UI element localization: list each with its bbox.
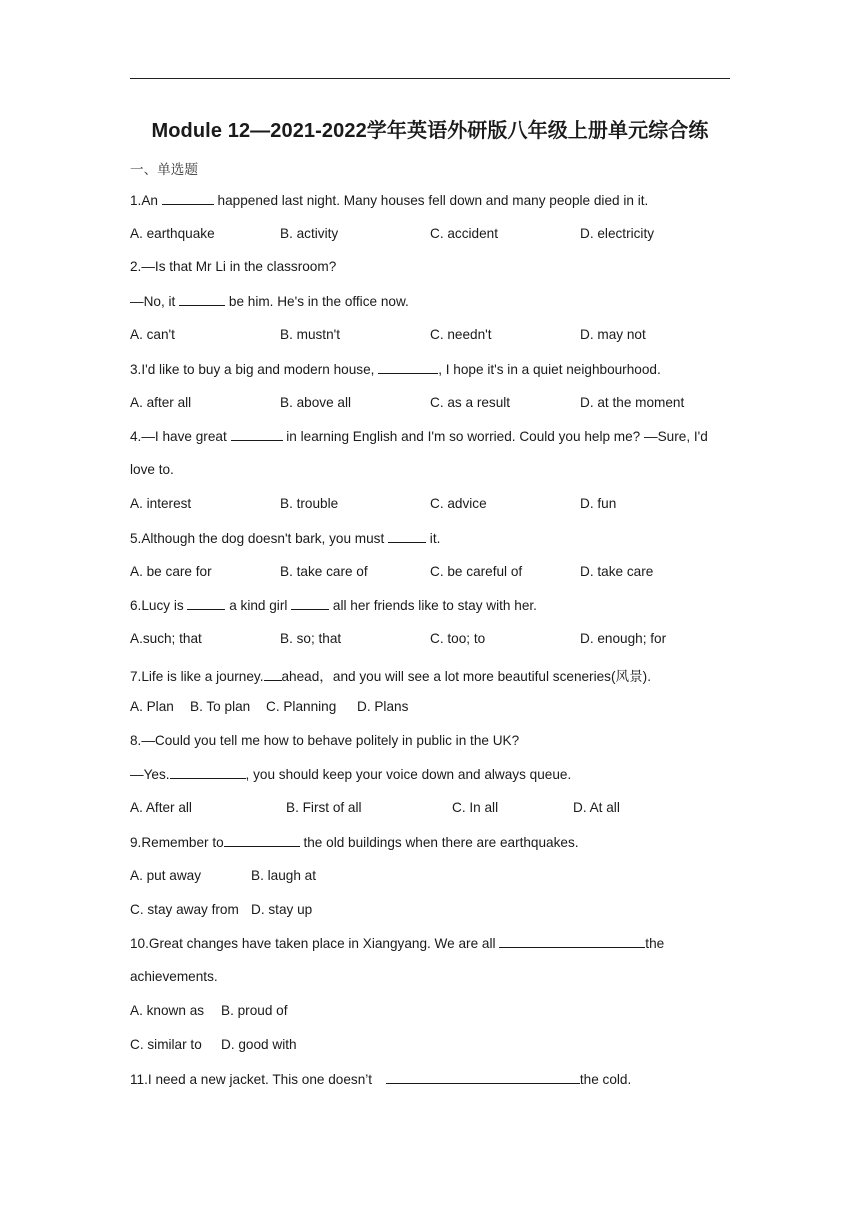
option-d: D. at the moment [580, 395, 685, 410]
question-6-stem: 6.Lucy is a kind girl all her friends like to stay with her. [130, 598, 537, 613]
option-b: B. To plan [190, 699, 251, 714]
option-a: A. Plan [130, 699, 174, 714]
option-a: A. after all [130, 395, 192, 410]
option-a: A. put away [130, 868, 202, 883]
option-b: B. mustn't [280, 327, 341, 342]
answer-blank [179, 293, 225, 306]
option-c: C. as a result [430, 395, 511, 410]
header-rule [130, 78, 730, 79]
question-9-stem: 9.Remember to the old buildings when there are earthquakes. [130, 835, 579, 850]
option-d: D. stay up [251, 902, 313, 917]
option-b: B. First of all [286, 800, 362, 815]
option-d: D. good with [221, 1037, 297, 1052]
question-7-stem: 7.Life is like a journey. ahead，and you will see a lot more beautiful sceneries(风景). [130, 669, 651, 684]
option-d: D. may not [580, 327, 646, 342]
question-4-stem-cont: love to. [130, 462, 174, 477]
option-a: A. can't [130, 327, 175, 342]
option-a: A. After all [130, 800, 192, 815]
option-c: C. Planning [266, 699, 337, 714]
answer-blank [231, 428, 283, 441]
section-heading: 一、单选题 [130, 162, 198, 178]
question-2-stem: 2.—Is that Mr Li in the classroom? [130, 259, 337, 274]
option-c: C. advice [430, 496, 487, 511]
option-d: D. At all [573, 800, 620, 815]
option-d: D. fun [580, 496, 617, 511]
option-b: B. trouble [280, 496, 339, 511]
question-3-stem: 3.I'd like to buy a big and modern house, , I hope it's in a quiet neighbourhood. [130, 362, 661, 377]
question-10-stem-cont: achievements. [130, 969, 218, 984]
option-b: B. above all [280, 395, 352, 410]
answer-blank [386, 1071, 580, 1084]
option-d: D. enough; for [580, 631, 667, 646]
option-b: B. activity [280, 226, 339, 241]
answer-blank [187, 597, 225, 610]
answer-blank [499, 935, 645, 948]
option-c: C. similar to [130, 1037, 202, 1052]
option-b: B. laugh at [251, 868, 316, 883]
option-a: A. earthquake [130, 226, 215, 241]
option-a: A. known as [130, 1003, 205, 1018]
answer-blank [162, 192, 214, 205]
option-d: D. Plans [357, 699, 409, 714]
option-d: D. take care [580, 564, 654, 579]
option-c: C. too; to [430, 631, 486, 646]
question-10-stem: 10.Great changes have taken place in Xiangyang. We are all the [130, 936, 665, 951]
option-c: C. accident [430, 226, 499, 241]
option-b: B. take care of [280, 564, 368, 579]
option-b: B. so; that [280, 631, 342, 646]
page-title: Module 12—2021-2022学年英语外研版八年级上册单元综合练 [151, 120, 709, 142]
option-b: B. proud of [221, 1003, 288, 1018]
option-c: C. In all [452, 800, 499, 815]
answer-blank [378, 361, 438, 374]
answer-blank [264, 668, 282, 681]
question-1-stem: 1.An happened last night. Many houses fell down and many people died in it. [130, 193, 649, 208]
answer-blank [170, 766, 246, 779]
question-4-stem: 4.—I have great in learning English and I'm so worried. Could you help me? —Sure, I'd [130, 429, 708, 444]
option-a: A. interest [130, 496, 192, 511]
question-8-stem: 8.—Could you tell me how to behave politely in public in the UK? [130, 733, 520, 748]
question-2-reply: —No, it be him. He's in the office now. [130, 294, 409, 309]
question-5-stem: 5.Although the dog doesn't bark, you must it. [130, 531, 441, 546]
answer-blank [388, 530, 426, 543]
option-c: C. needn't [430, 327, 492, 342]
option-a: A.such; that [130, 631, 202, 646]
option-c: C. be careful of [430, 564, 523, 579]
question-8-reply: —Yes. , you should keep your voice down and always queue. [130, 767, 572, 782]
option-a: A. be care for [130, 564, 212, 579]
question-11-stem: 11.I need a new jacket. This one doesn’t the cold. [130, 1072, 632, 1087]
answer-blank [224, 834, 300, 847]
answer-blank [291, 597, 329, 610]
option-d: D. electricity [580, 226, 655, 241]
option-c: C. stay away from [130, 902, 239, 917]
